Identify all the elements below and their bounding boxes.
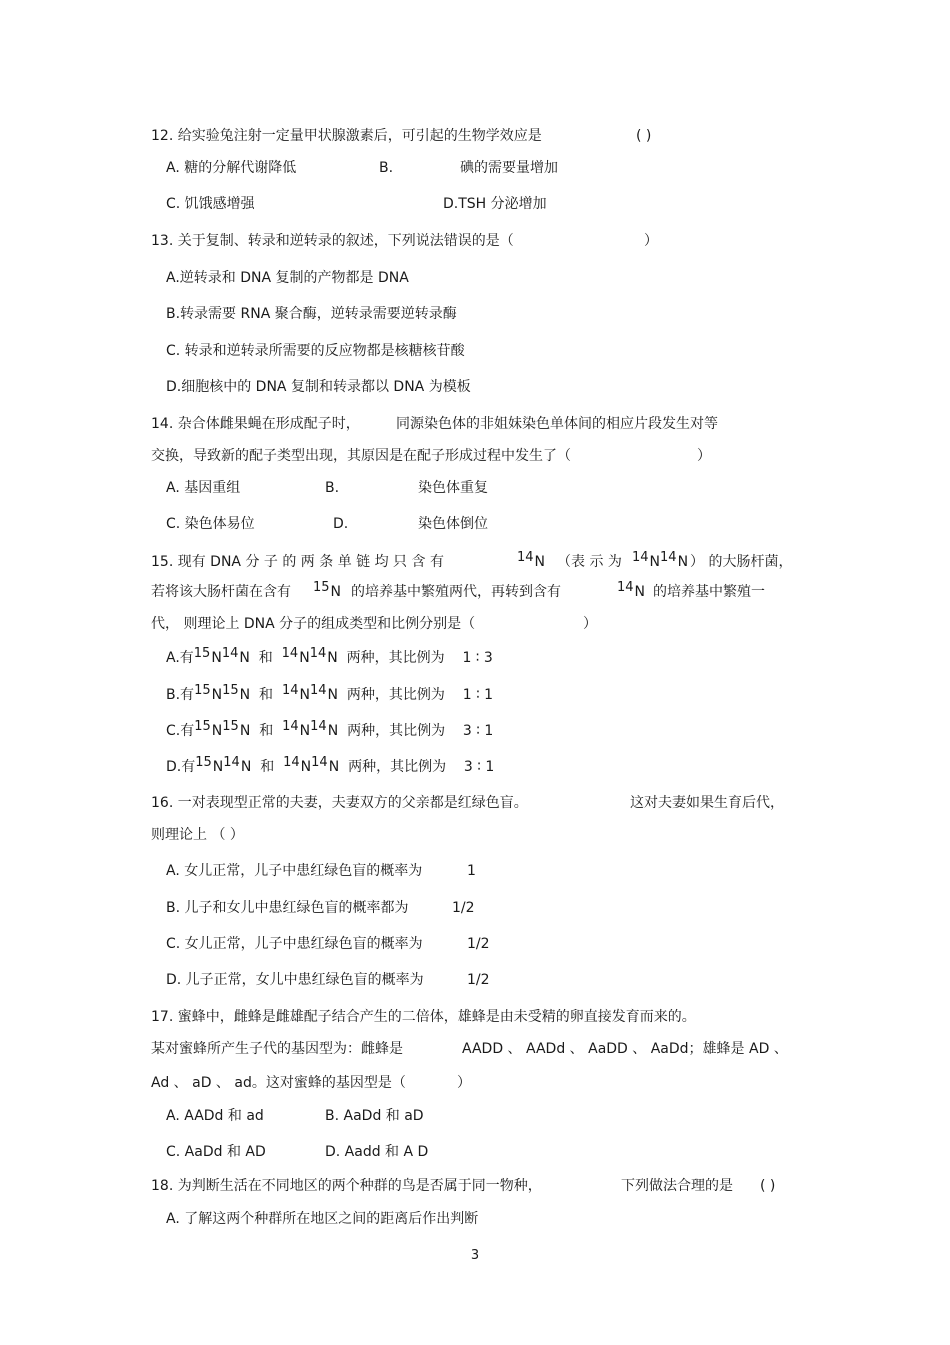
q17-stem-2b: AADD 、 AADd 、 AaDD 、 AaDd；雄蜂是 AD 、 [462,1041,788,1057]
q16-option-a: A. 女儿正常，儿子中患红绿色盲的概率为 [166,863,423,879]
q15-notation-14n14n: 14N14N [632,550,689,570]
q13-bracket-end: ） [644,233,658,249]
q14-option-d-text: 染色体倒位 [418,516,488,532]
q15-line-3: 代， 则理论上 DNA 分子的组成类型和比例分别是（ [151,616,476,632]
q12-option-a: A. 糖的分解代谢降低 [166,160,297,176]
q14-option-d-label: D. [333,516,349,532]
q15-isotope-15n: 15N [313,580,342,600]
q12-option-d: D.TSH 分泌增加 [443,196,547,212]
q17-option-a: A. AADd 和 ad [166,1108,264,1124]
q18-option-a: A. 了解这两个种群所在地区之间的距离后作出判断 [166,1211,479,1227]
q15-option-c: C.有15N15N 和 14N14N 两种，其比例为 3 ∶ 1 [166,719,494,739]
q18-stem-b: 下列做法合理的是 [621,1178,733,1194]
q17-bracket-end: ） [457,1075,471,1091]
q16-stem-1b: 这对夫妻如果生育后代， [630,795,784,811]
q15-line-1c: ） 的大肠杆菌， [690,554,793,570]
q18-bracket: ( ) [760,1178,776,1194]
q16-option-d: D. 儿子正常，女儿中患红绿色盲的概率为 [166,972,424,988]
q13-stem: 13. 关于复制、转录和逆转录的叙述，下列说法错误的是（ [151,233,514,249]
q16-option-b: B. 儿子和女儿中患红绿色盲的概率都为 [166,900,409,916]
q15-isotope-14n-b: 14N [617,580,646,600]
q18-stem-a: 18. 为判断生活在不同地区的两个种群的鸟是否属于同一物种， [151,1178,542,1194]
q15-bracket-end: ） [583,616,597,632]
q13-option-b: B.转录需要 RNA 聚合酶，逆转录需要逆转录酶 [166,306,457,322]
q12-option-c: C. 饥饿感增强 [166,196,255,212]
q16-option-d-value: 1/2 [467,972,490,988]
q14-option-a: A. 基因重组 [166,480,241,496]
q15-option-a: A.有15N14N 和 14N14N 两种，其比例为 1 ∶ 3 [166,646,493,666]
q17-stem-1: 17. 蜜蜂中，雌蜂是雌雄配子结合产生的二倍体，雄蜂是由未受精的卵直接发育而来的。 [151,1009,696,1025]
q12-bracket: ( ) [636,128,652,144]
q13-option-a: A.逆转录和 DNA 复制的产物都是 DNA [166,270,409,286]
q14-stem-1b: 同源染色体的非姐妹染色单体间的相应片段发生对等 [396,416,718,432]
q13-option-d: D.细胞核中的 DNA 复制和转录都以 DNA 为模板 [166,379,471,395]
q14-bracket-end: ） [697,448,711,464]
q15-isotope-14n: 14N [517,550,546,570]
page-number: 3 [470,1248,480,1263]
q16-option-a-value: 1 [467,863,476,879]
q14-option-c: C. 染色体易位 [166,516,255,532]
q14-stem-1a: 14. 杂合体雌果蝇在形成配子时， [151,416,360,432]
q16-option-c-value: 1/2 [467,936,490,952]
q15-line-2b: 的培养基中繁殖两代，再转到含有 [351,584,561,600]
q16-stem-2: 则理论上 （ ） [151,827,244,843]
q14-option-b-label: B. [325,480,340,496]
q13-option-c: C. 转录和逆转录所需要的反应物都是核糖核苷酸 [166,343,465,359]
q16-stem-1a: 16. 一对表现型正常的夫妻，夫妻双方的父亲都是红绿色盲。 [151,795,528,811]
q16-option-c: C. 女儿正常，儿子中患红绿色盲的概率为 [166,936,423,952]
q12-stem: 12. 给实验兔注射一定量甲状腺激素后，可引起的生物学效应是 [151,128,542,144]
q14-option-b-text: 染色体重复 [418,480,488,496]
q17-option-d: D. Aadd 和 A D [325,1144,429,1160]
q15-line-2c: 的培养基中繁殖一 [653,584,765,600]
q15-line-2a: 若将该大肠杆菌在含有 [151,584,291,600]
q15-line-1b: （表 示 为 [557,554,622,570]
q15-option-b: B.有15N15N 和 14N14N 两种，其比例为 1 ∶ 1 [166,683,494,703]
q17-option-c: C. AaDd 和 AD [166,1144,266,1160]
q14-stem-2: 交换，导致新的配子类型出现，其原因是在配子形成过程中发生了（ [151,448,571,464]
q17-stem-2a: 某对蜜蜂所产生子代的基因型为：雌蜂是 [151,1041,403,1057]
q15-option-d: D.有15N14N 和 14N14N 两种，其比例为 3 ∶ 1 [166,755,495,775]
q17-stem-3: Ad 、 aD 、 ad。这对蜜蜂的基因型是（ [151,1075,406,1091]
q17-option-b: B. AaDd 和 aD [325,1108,424,1124]
q15-line-1a: 15. 现有 DNA 分 子 的 两 条 单 链 均 只 含 有 [151,554,444,570]
q12-option-b-label: B. [379,160,394,176]
q12-option-b-text: 碘的需要量增加 [460,160,558,176]
q16-option-b-value: 1/2 [452,900,475,916]
